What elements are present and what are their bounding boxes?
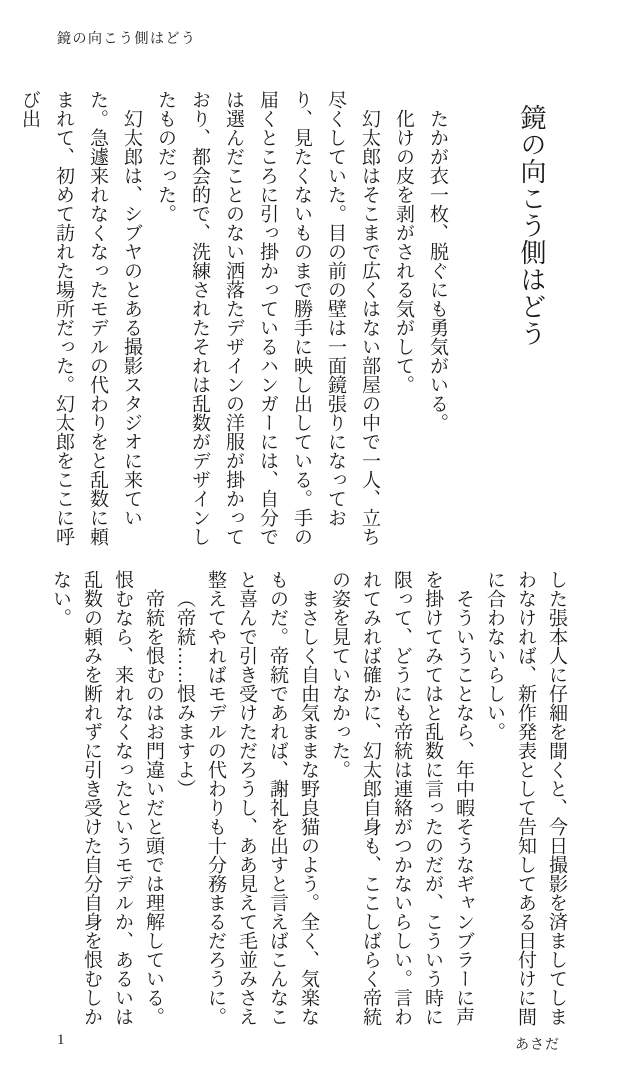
story-paragraph: 帝統を恨むのはお門違いだと頭では理解している。恨むなら、来れなくなったというモデルか、あるいは乱数の頼みを断れずに引き受けた自分自身を恨むしかない。 xyxy=(50,570,164,1026)
story-paragraph-thought: （帝統……恨みますよ） xyxy=(174,589,195,798)
story-paragraph: たかが衣一枚、脱ぐにも勇気がいる。 xyxy=(427,109,448,432)
story-paragraph: 化けの皮を剥がされる気がして。 xyxy=(393,109,414,394)
page-number: 1 xyxy=(57,1032,65,1048)
story-top-block xyxy=(12,90,562,552)
story-paragraph: まさしく自由気ままな野良猫のよう。全く、気楽なものだ。帝統であれば、謝礼を出すと言えばこんなこと喜んで引き受けただろうし、ああ見えて毛並みさえ整えてやればモデルの代わりも十分務まるだろうに。 xyxy=(205,570,319,1026)
story-paragraph: 幻太郎はそこまで広くはない部屋の中で一人、立ち尽くしていた。目の前の壁は一面鏡張りになっており、見たくないものまで勝手に映し出している。手の届くところに引っ掛かっているハンガーには、自分では選んだことのない洒落たデザインの洋服が掛かっており、都会的で、洗練されたそれは乱数がデザインしたものだった。 xyxy=(155,90,380,546)
story-paragraph-continued: した張本人に仔細を聞くと、今日撮影を済ましてしまわなければ、新作発表として告知してある日付けに間に合わないらしい。 xyxy=(484,570,567,1026)
story-paragraph: そういうことなら、年中暇そうなギャンブラーに声を掛けてみてはと乱数に言ったのだが、こういう時に限って、どうにも帝統は連絡がつかないらしい。言われてみれば確かに、幻太郎自身も、ここしばらく帝統の姿を見ていなかった。 xyxy=(329,570,474,1026)
running-header: 鏡の向こう側はどう xyxy=(57,32,197,47)
author-credit: あさだ xyxy=(515,1038,560,1053)
story-paragraph: 幻太郎は、シブヤのとある撮影スタジオに来ていた。急遽来れなくなったモデルの代わりをと乱数に頼まれて、初めて訪れた場所だった。幻太郎をここに呼び出 xyxy=(19,90,142,546)
story-title: 鏡の向こう側はどう xyxy=(517,104,546,347)
story-bottom-block xyxy=(45,570,572,1032)
